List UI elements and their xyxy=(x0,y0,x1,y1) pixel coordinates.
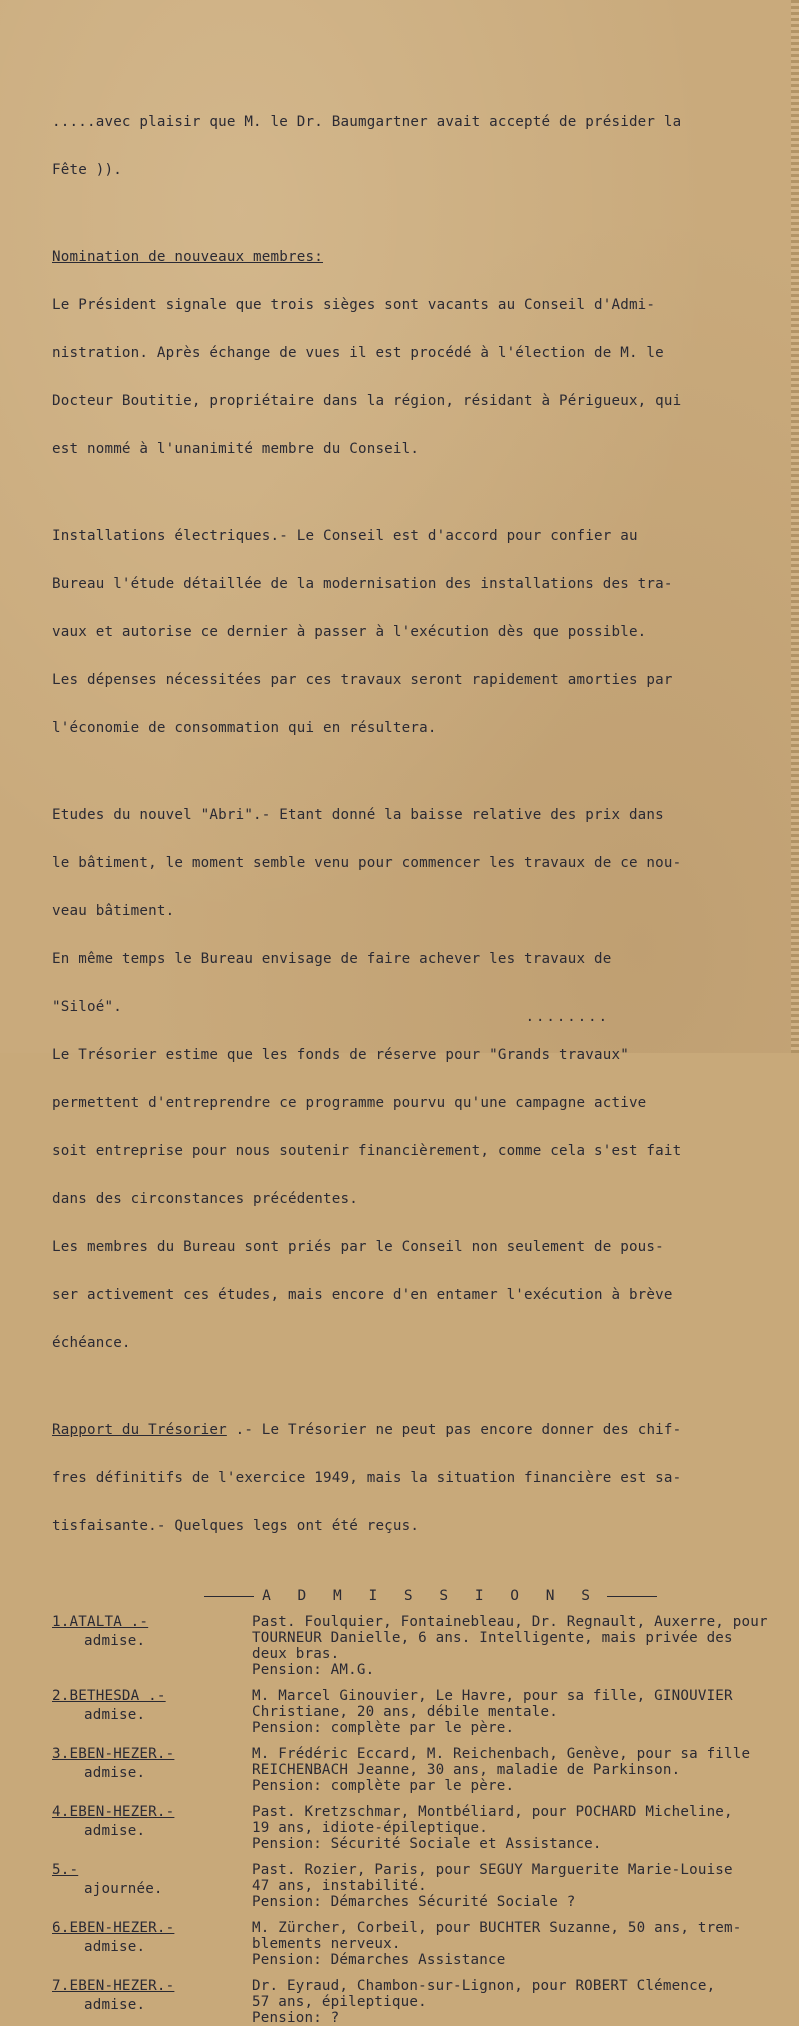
admission-house-label: 1.ATALTA .- xyxy=(52,1614,149,1630)
admission-detail-line: Pension: Sécurité Sociale et Assistance. xyxy=(252,1836,602,1852)
admission-house xyxy=(52,1614,262,1630)
admission-house xyxy=(52,1688,262,1704)
text-line: Le Trésorier estime que les fonds de réserve pour "Grands travaux" xyxy=(52,1047,629,1063)
admission-house xyxy=(52,1804,262,1820)
text-line: permettent d'entreprendre ce programme pourvu qu'une campagne active xyxy=(52,1095,647,1111)
admissions-list xyxy=(52,1614,769,2026)
admission-status: admise. xyxy=(84,1939,146,1955)
admission-entry xyxy=(52,1746,769,1794)
text-line: soit entreprise pour nous soutenir financièrement, comme cela s'est fait xyxy=(52,1143,682,1159)
text-line: Etudes du nouvel "Abri".- Etant donné la baisse relative des prix dans xyxy=(52,807,664,823)
admission-detail-line: 57 ans, épileptique. xyxy=(252,1994,427,2010)
admission-detail-line: TOURNEUR Danielle, 6 ans. Intelligente, mais privée des xyxy=(252,1630,733,1646)
admission-detail-line: Pension: complète par le père. xyxy=(252,1778,515,1794)
admission-details xyxy=(252,1862,769,1910)
admission-house-label: 6.EBEN-HEZER.- xyxy=(52,1920,175,1936)
admission-status: ajournée. xyxy=(84,1881,163,1897)
text-line: le bâtiment, le moment semble venu pour commencer les travaux de ce nou- xyxy=(52,855,682,871)
admission-entry xyxy=(52,1920,769,1968)
admission-detail-line: Pension: Démarches Sécurité Sociale ? xyxy=(252,1894,576,1910)
admission-detail-line: REICHENBACH Jeanne, 30 ans, maladie de Parkinson. xyxy=(252,1762,681,1778)
admission-house xyxy=(52,1920,262,1936)
minutes-text xyxy=(52,82,769,2026)
admission-status: admise. xyxy=(84,1633,146,1649)
text-fragment: .- Le Trésorier ne peut pas encore donner des chif- xyxy=(226,1422,682,1438)
text-line: vaux et autorise ce dernier à passer à l'exécution dès que possible. xyxy=(52,624,647,640)
admission-details xyxy=(252,1804,769,1852)
tresorier-paragraph xyxy=(52,1390,769,1566)
text-line: nistration. Après échange de vues il est procédé à l'élection de M. le xyxy=(52,345,664,361)
abri-paragraph xyxy=(52,775,769,1383)
admission-detail-line: Christiane, 20 ans, débile mentale. xyxy=(252,1704,558,1720)
admission-left-column xyxy=(52,1614,262,1649)
text-line: .....avec plaisir que M. le Dr. Baumgartner avait accepté de présider la xyxy=(52,114,682,130)
text-line: veau bâtiment. xyxy=(52,903,175,919)
text-line: fres définitifs de l'exercice 1949, mais la situation financière est sa- xyxy=(52,1470,682,1486)
intro-paragraph xyxy=(52,82,769,210)
admission-status: admise. xyxy=(84,1823,146,1839)
heading-rule-right xyxy=(607,1596,657,1597)
admission-entry xyxy=(52,1614,769,1678)
admission-status: admise. xyxy=(84,1707,146,1723)
text-line xyxy=(52,1422,769,1438)
text-line: est nommé à l'unanimité membre du Conseil. xyxy=(52,441,420,457)
admission-left-column xyxy=(52,1688,262,1723)
admission-detail-line: M. Frédéric Eccard, M. Reichenbach, Genève, pour sa fille xyxy=(252,1746,751,1762)
text-line: échéance. xyxy=(52,1335,131,1351)
text-line: "Siloé". xyxy=(52,999,122,1015)
admission-left-column xyxy=(52,1862,262,1897)
admission-entry xyxy=(52,1804,769,1852)
admission-details xyxy=(252,1746,769,1794)
admission-detail-line: Pension: AM.G. xyxy=(252,1662,375,1678)
admission-entry xyxy=(52,1978,769,2026)
admission-detail-line: Past. Kretzschmar, Montbéliard, pour POCHARD Micheline, xyxy=(252,1804,733,1820)
admission-house-label: 2.BETHESDA .- xyxy=(52,1688,166,1704)
section-title: Nomination de nouveaux membres: xyxy=(52,249,323,265)
admission-house-label: 3.EBEN-HEZER.- xyxy=(52,1746,175,1762)
text-line: Docteur Boutitie, propriétaire dans la région, résidant à Périgueux, qui xyxy=(52,393,682,409)
admission-left-column xyxy=(52,1804,262,1839)
admission-detail-line: blements nerveux. xyxy=(252,1936,401,1952)
admission-details xyxy=(252,1614,769,1678)
text-line: Fête )). xyxy=(52,162,122,178)
text-line: l'économie de consommation qui en résultera. xyxy=(52,720,437,736)
text-line: Installations électriques.- Le Conseil est d'accord pour confier au xyxy=(52,528,638,544)
admission-detail-line: 47 ans, instabilité. xyxy=(252,1878,427,1894)
text-line: ser activement ces études, mais encore d'en entamer l'exécution à brève xyxy=(52,1287,673,1303)
admission-detail-line: 19 ans, idiote-épileptique. xyxy=(252,1820,489,1836)
admission-entry xyxy=(52,1862,769,1910)
text-line: Les dépenses nécessitées par ces travaux seront rapidement amorties par xyxy=(52,672,673,688)
text-line: dans des circonstances précédentes. xyxy=(52,1191,358,1207)
admission-entry xyxy=(52,1688,769,1736)
perforated-edge xyxy=(791,0,799,1053)
admission-detail-line: Pension: Démarches Assistance xyxy=(252,1952,506,1968)
admission-detail-line: Past. Foulquier, Fontainebleau, Dr. Regnault, Auxerre, pour xyxy=(252,1614,768,1630)
admission-detail-line: M. Marcel Ginouvier, Le Havre, pour sa fille, GINOUVIER xyxy=(252,1688,733,1704)
admission-detail-line: Past. Rozier, Paris, pour SEGUY Marguerite Marie-Louise xyxy=(252,1862,733,1878)
admission-house xyxy=(52,1978,262,1994)
admission-house-label: 5.- xyxy=(52,1862,79,1878)
admission-status: admise. xyxy=(84,1765,146,1781)
admission-details xyxy=(252,1920,769,1968)
admission-left-column xyxy=(52,1746,262,1781)
installations-paragraph xyxy=(52,496,769,768)
admissions-heading xyxy=(92,1588,769,1604)
admission-house xyxy=(52,1746,262,1762)
admission-detail-line: Pension: ? xyxy=(252,2010,340,2026)
text-line: Bureau l'étude détaillée de la modernisation des installations des tra- xyxy=(52,576,673,592)
admissions-heading-text: A D M I S S I O N S xyxy=(262,1588,599,1604)
admission-detail-line: deux bras. xyxy=(252,1646,340,1662)
admission-house-label: 7.EBEN-HEZER.- xyxy=(52,1978,175,1994)
admission-left-column xyxy=(52,1978,262,2013)
footer-dots: ........ xyxy=(525,1009,609,1025)
admission-house-label: 4.EBEN-HEZER.- xyxy=(52,1804,175,1820)
admission-detail-line: M. Zürcher, Corbeil, pour BUCHTER Suzanne, 50 ans, trem- xyxy=(252,1920,742,1936)
admission-detail-line: Dr. Eyraud, Chambon-sur-Lignon, pour ROBERT Clémence, xyxy=(252,1978,716,1994)
text-line: tisfaisante.- Quelques legs ont été reçus. xyxy=(52,1518,420,1534)
section-title: Rapport du Trésorier xyxy=(52,1422,227,1438)
admission-house xyxy=(52,1862,262,1878)
text-line: Les membres du Bureau sont priés par le Conseil non seulement de pous- xyxy=(52,1239,664,1255)
heading-rule-left xyxy=(204,1596,254,1597)
text-line: En même temps le Bureau envisage de faire achever les travaux de xyxy=(52,951,612,967)
nomination-paragraph xyxy=(52,217,769,489)
admission-status: admise. xyxy=(84,1997,146,2013)
admission-detail-line: Pension: complète par le père. xyxy=(252,1720,515,1736)
admission-details xyxy=(252,1978,769,2026)
text-line: Le Président signale que trois sièges sont vacants au Conseil d'Admi- xyxy=(52,297,656,313)
admission-details xyxy=(252,1688,769,1736)
admission-left-column xyxy=(52,1920,262,1955)
